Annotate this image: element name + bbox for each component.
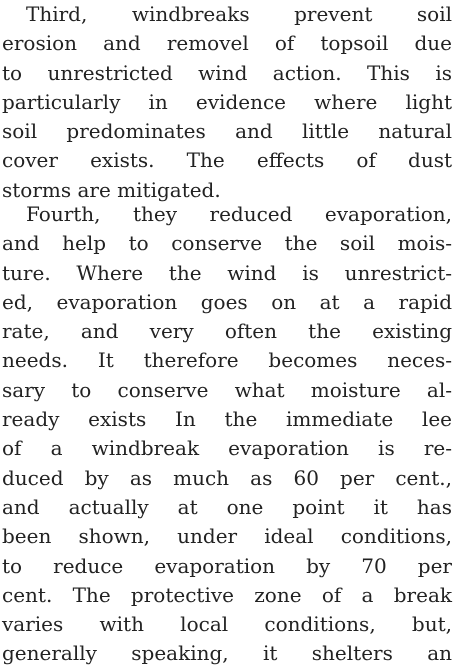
text-line: storms are mitigated. — [2, 177, 221, 202]
text-line: Third, windbreaks prevent soil — [26, 2, 452, 26]
text-line: particularly in evidence where light — [2, 89, 452, 114]
text-line: erosion and removel of topsoil due — [2, 31, 452, 56]
text-line: and help to conserve the soil mois- — [2, 231, 452, 256]
text-line: and actually at one point it has — [2, 494, 452, 519]
text-line: generally speaking, it shelters an — [2, 641, 452, 666]
text-line: to unrestricted wind action. This is — [2, 60, 452, 85]
text-line: to reduce evaporation by 70 per — [2, 553, 452, 578]
text-line: sary to conserve what moisture al- — [2, 377, 452, 402]
text-line: ready exists In the immediate lee — [2, 407, 452, 432]
text-line: cent. The protective zone of a break — [2, 582, 452, 607]
text-line: Fourth, they reduced evaporation, — [26, 202, 452, 226]
text-line: needs. It therefore becomes neces- — [2, 348, 452, 373]
text-line: varies with local conditions, but, — [2, 612, 452, 637]
text-line: soil predominates and little natural — [2, 119, 452, 144]
text-line: rate, and very often the existing — [2, 319, 452, 344]
text-line: ed, evaporation goes on at a rapid — [2, 289, 452, 314]
text-line: ture. Where the wind is unrestrict- — [2, 260, 452, 285]
text-line: duced by as much as 60 per cent., — [2, 465, 452, 490]
text-line: been shown, under ideal conditions, — [2, 524, 452, 549]
paragraph-fourth-point — [0, 200, 454, 669]
text-line: cover exists. The effects of dust — [2, 148, 452, 173]
text-line: of a windbreak evaporation is re- — [2, 436, 452, 461]
paragraph-third-point — [0, 0, 454, 205]
